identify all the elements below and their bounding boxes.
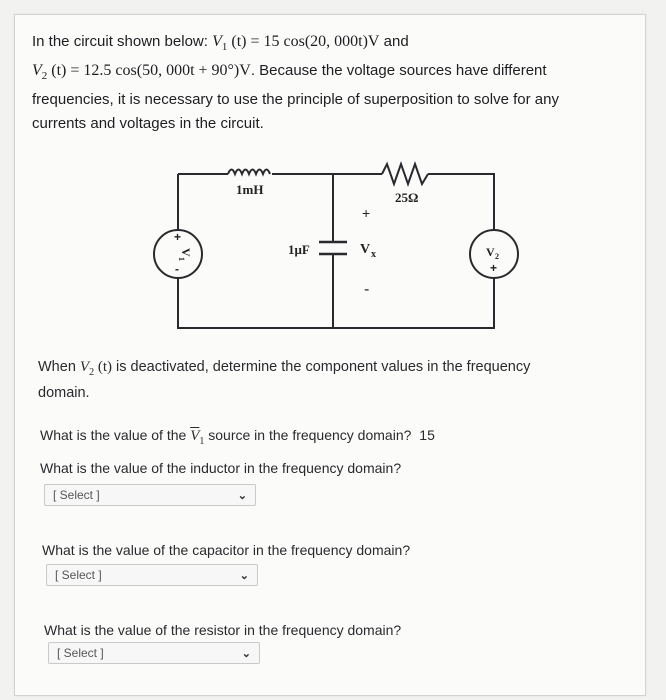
intro-and: and <box>379 33 409 50</box>
wire-top-right <box>428 174 494 230</box>
vx-sub: x <box>371 249 376 260</box>
inductor <box>228 170 270 175</box>
v1-var: V <box>212 33 222 50</box>
capacitor-select-label: [ Select ] <box>55 568 102 582</box>
vx-label: V <box>360 242 371 257</box>
chevron-down-icon: ⌄ <box>237 490 247 502</box>
resistor-label: 25Ω <box>395 190 419 205</box>
intro-lead: In the circuit shown below: <box>32 33 208 50</box>
intro-line-2 <box>32 59 632 88</box>
resistor-select[interactable] <box>48 642 260 664</box>
circuit-diagram <box>140 150 520 340</box>
capacitor-select[interactable] <box>46 564 258 586</box>
svg-text:1: 1 <box>177 257 186 261</box>
inductor-select-label: [ Select ] <box>53 488 100 502</box>
svg-text:V: V <box>179 248 193 257</box>
v1-plus: + <box>174 230 182 244</box>
question-capacitor: What is the value of the capacitor in the frequency domain? <box>42 542 411 558</box>
deactivated-note <box>38 357 628 403</box>
v2-var: V <box>32 62 42 79</box>
v2-sub: 2 <box>41 70 48 82</box>
deactivated-note-line-2: domain. <box>38 384 90 401</box>
intro-line-2-tail: . Because the voltage sources have different <box>250 62 547 79</box>
intro-line-3: frequencies, it is necessary to use the principle of superposition to solve for any <box>32 91 559 108</box>
question-resistor: What is the value of the resistor in the frequency domain? <box>44 622 402 638</box>
question-v1-source: What is the value of the $\overline{V}_1$ source in the frequency domain? 15 <box>40 427 435 447</box>
v1-sub: 1 <box>221 41 228 53</box>
capacitor-label: 1μF <box>288 242 310 257</box>
v2-source-label: V <box>486 245 495 259</box>
vx-plus: + <box>362 205 371 221</box>
v1-expression: (t) = 15 cos(20, 000t)V <box>227 33 380 50</box>
intro-line-4: currents and voltages in the circuit. <box>32 115 264 132</box>
chevron-down-icon: ⌄ <box>239 570 249 582</box>
v1-phasor-var: $\overline{V}$ <box>190 428 200 444</box>
question-inductor: What is the value of the inductor in the frequency domain? <box>40 460 402 476</box>
resistor-select-label: [ Select ] <box>57 646 104 660</box>
v1-minus: - <box>175 262 179 276</box>
v1-source-answer: 15 <box>419 427 435 443</box>
inductor-select[interactable] <box>44 484 256 506</box>
inductor-label: 1mH <box>236 182 264 197</box>
v2-plus: + <box>490 261 498 275</box>
wire-bottom <box>178 278 494 328</box>
intro-line-1 <box>32 30 632 59</box>
v2-source-sub: 2 <box>495 252 499 261</box>
v2-expression: (t) = 12.5 cos(50, 000t + 90°)V <box>47 62 251 79</box>
chevron-down-icon: ⌄ <box>241 648 251 660</box>
deactivated-note-line-1: When $V_2$ (t) is deactivated, determine the component values in the frequency <box>38 359 531 378</box>
resistor <box>382 164 428 184</box>
problem-statement <box>32 30 632 136</box>
vx-minus: - <box>364 281 370 298</box>
